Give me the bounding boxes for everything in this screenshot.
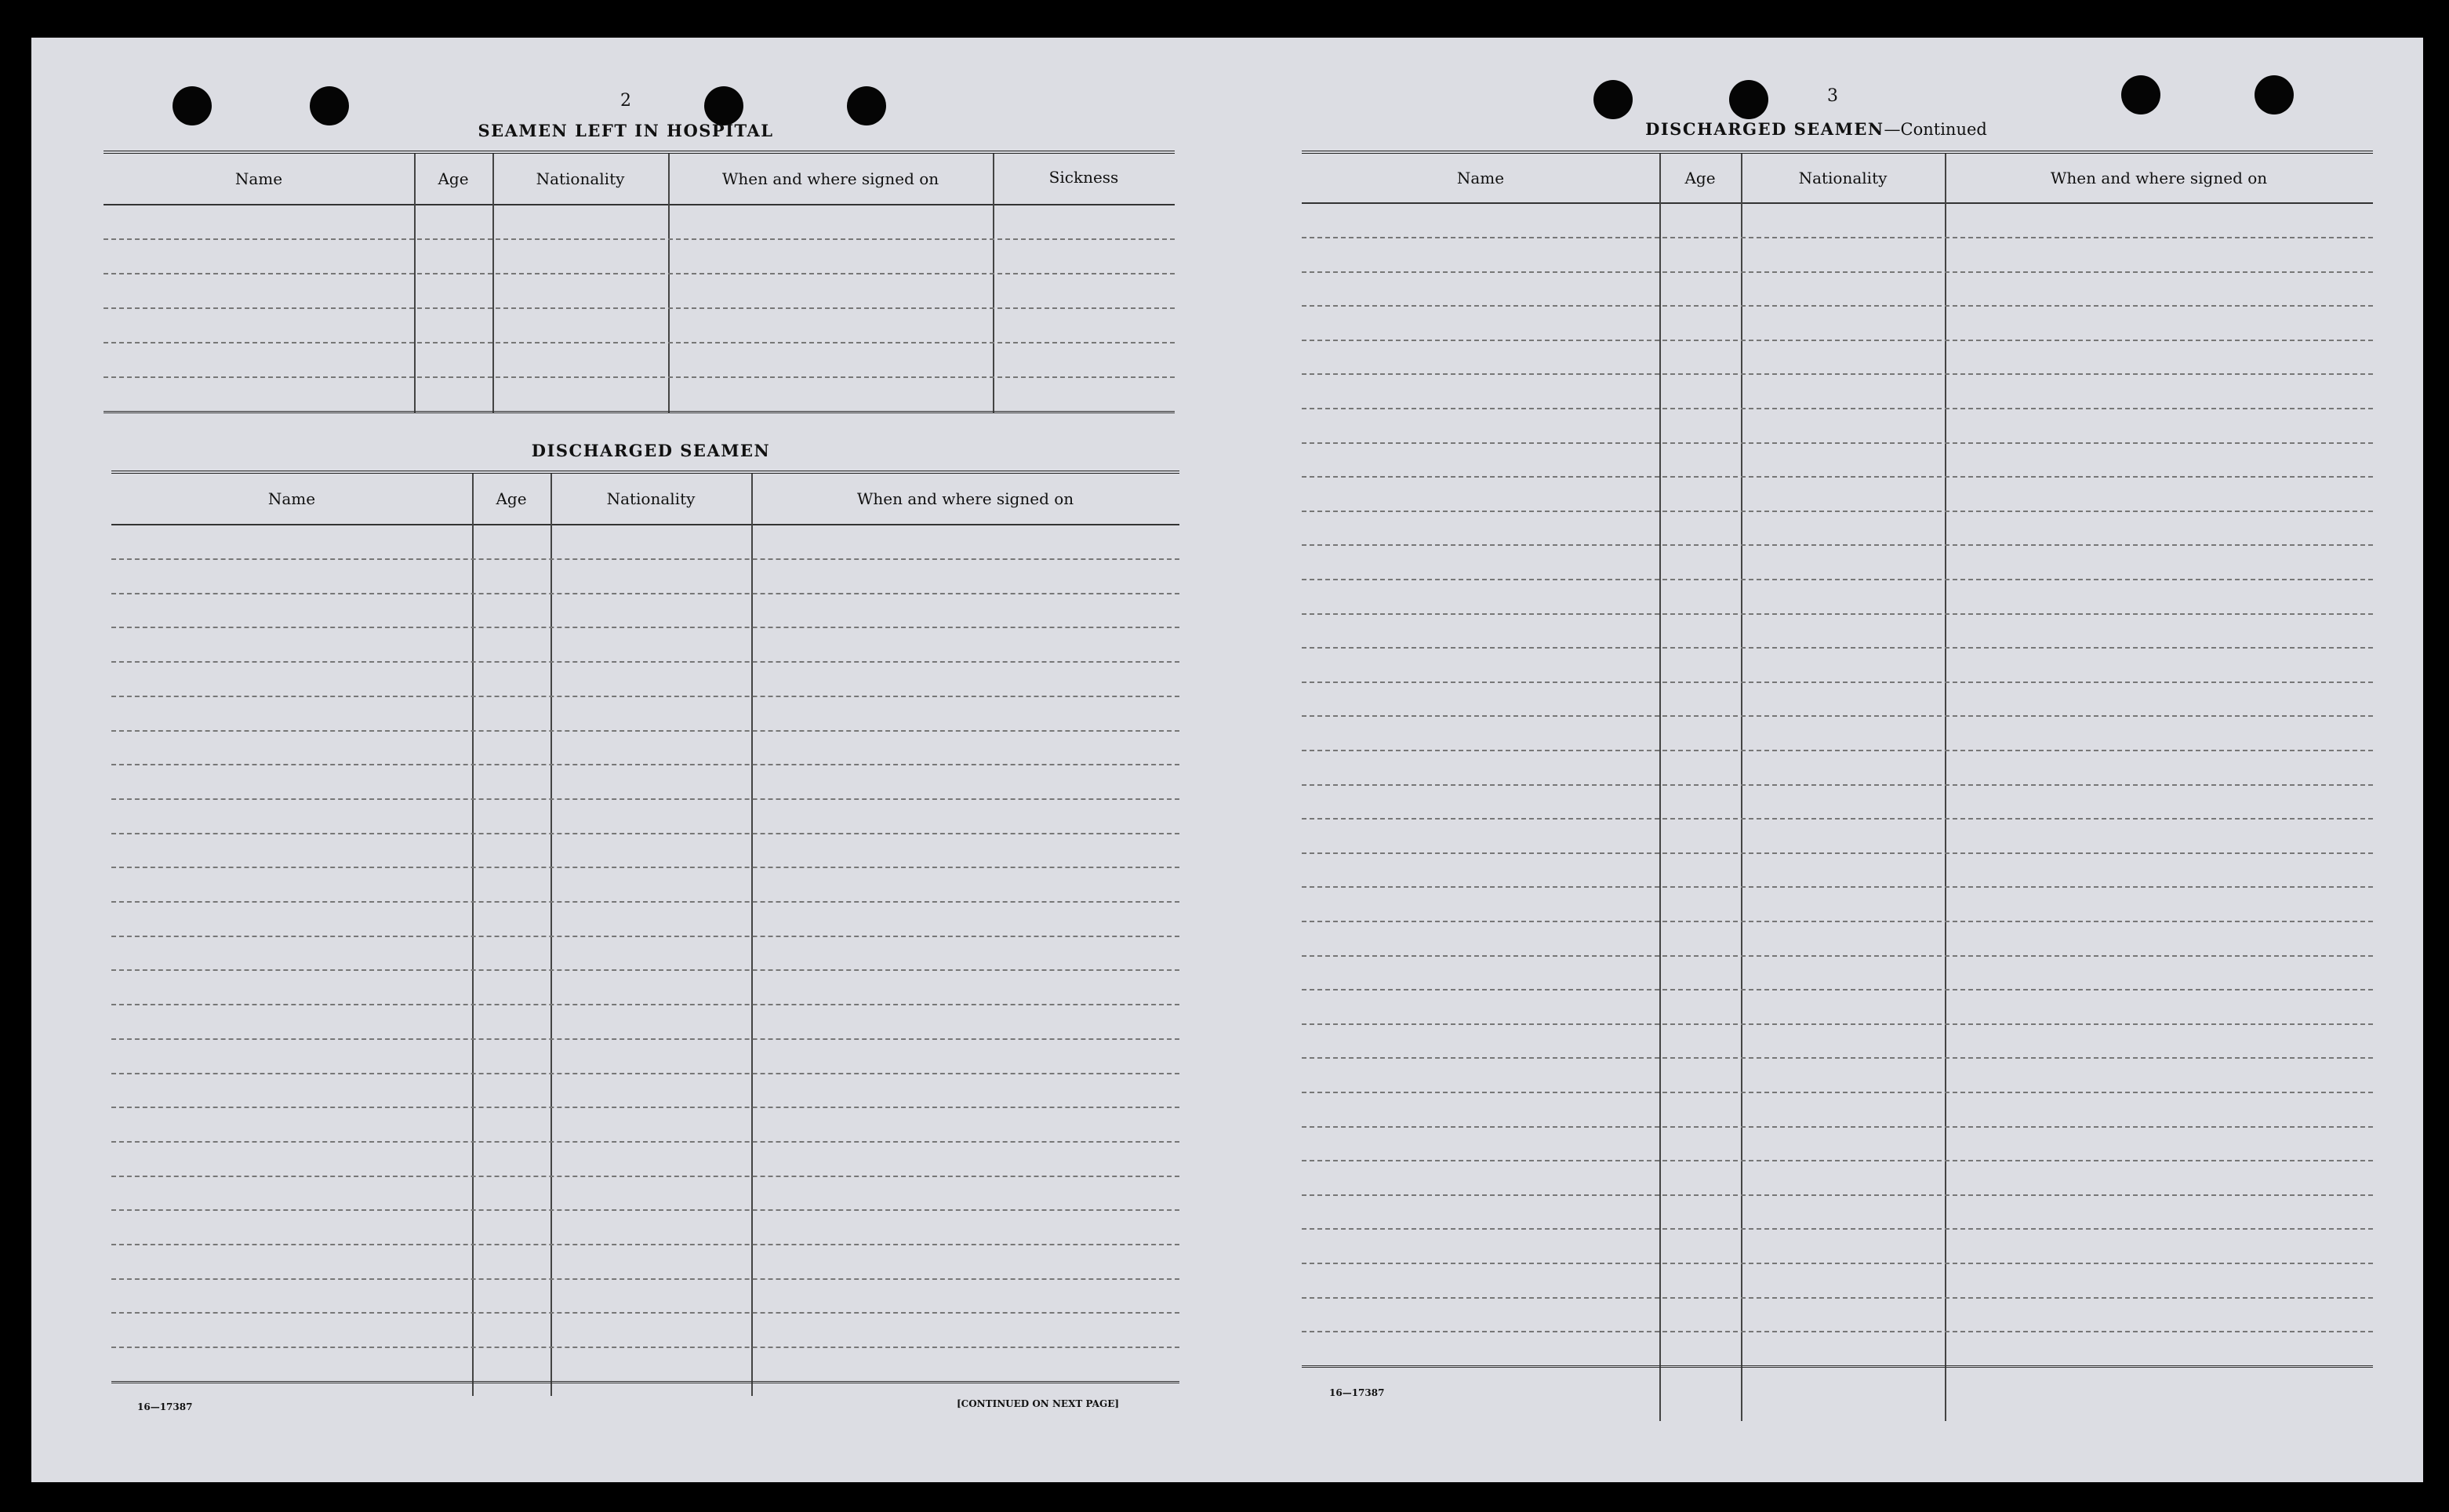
table-row [1302, 442, 2373, 444]
punch-hole-icon [847, 86, 886, 125]
table-row [111, 661, 1179, 663]
table-row [1302, 340, 2373, 341]
table-row [111, 969, 1179, 971]
document-sheet [31, 38, 2423, 1482]
table-row [111, 1209, 1179, 1211]
hospital-section-title: SEAMEN LEFT IN HOSPITAL [478, 121, 774, 140]
table-row [104, 342, 1175, 343]
discharged-section-title: DISCHARGED SEAMEN [531, 441, 771, 460]
column-divider [1659, 154, 1661, 1421]
table-bottom-rule [104, 411, 1175, 413]
table-row [1302, 511, 2373, 512]
table-row [1302, 1263, 2373, 1264]
table-row [111, 1312, 1179, 1314]
table-row [1302, 544, 2373, 546]
col-nationality-header: Nationality [606, 489, 696, 508]
discharged-table-left [111, 471, 1179, 1438]
form-number-left: 16—17387 [137, 1401, 193, 1412]
col-signed-on-header: When and where signed on [856, 489, 1074, 508]
punch-hole-icon [704, 86, 743, 125]
table-row [111, 696, 1179, 697]
table-row [1302, 579, 2373, 580]
table-row [1302, 715, 2373, 717]
table-bottom-rule [111, 1381, 1179, 1383]
table-row [1302, 1331, 2373, 1332]
col-name-header: Name [234, 169, 283, 188]
table-row [111, 936, 1179, 937]
hospital-table [104, 151, 1175, 458]
discharged-continued-header [1302, 154, 2373, 204]
hospital-table-header [104, 154, 1175, 205]
page-number-right: 3 [1827, 86, 1838, 106]
table-row [1302, 271, 2373, 273]
table-row [1302, 1160, 2373, 1161]
table-bottom-rule [1302, 1365, 2373, 1368]
discharged-table-header [111, 474, 1179, 525]
table-row [111, 833, 1179, 834]
col-sickness-header: Sickness [1048, 168, 1119, 187]
col-age-header: Age [496, 489, 527, 508]
table-row [1302, 818, 2373, 820]
table-row [1302, 613, 2373, 615]
punch-hole-icon [2121, 75, 2160, 114]
col-age-header: Age [438, 169, 469, 188]
table-row [111, 1004, 1179, 1005]
discharged-continued-title [1645, 119, 1987, 139]
punch-hole-icon [173, 86, 212, 125]
table-row [1302, 1023, 2373, 1025]
column-divider [414, 154, 416, 413]
table-row [111, 1038, 1179, 1040]
table-row [1302, 852, 2373, 854]
table-row [111, 764, 1179, 765]
table-row [111, 1347, 1179, 1348]
punch-hole-icon [1593, 80, 1633, 119]
table-row [1302, 681, 2373, 683]
punch-hole-icon [310, 86, 349, 125]
table-row [111, 867, 1179, 868]
table-row [1302, 784, 2373, 786]
table-row [111, 558, 1179, 560]
table-row [1302, 373, 2373, 375]
col-nationality-header: Nationality [1798, 169, 1888, 187]
col-age-header: Age [1684, 169, 1716, 187]
column-divider [1945, 154, 1946, 1421]
table-row [1302, 647, 2373, 649]
table-row [1302, 408, 2373, 409]
table-row [111, 1073, 1179, 1074]
punch-hole-icon [1729, 80, 1768, 119]
column-divider [1741, 154, 1742, 1421]
table-row [1302, 237, 2373, 238]
col-signed-on-header: When and where signed on [2050, 169, 2268, 187]
table-row [1302, 1228, 2373, 1230]
table-row [1302, 1092, 2373, 1093]
table-row [1302, 305, 2373, 307]
table-row [1302, 989, 2373, 990]
table-row [104, 273, 1175, 274]
form-number-right: 16—17387 [1329, 1387, 1385, 1398]
punch-hole-icon [2255, 75, 2294, 114]
table-row [111, 1278, 1179, 1280]
col-name-header: Name [267, 489, 316, 508]
table-row [111, 798, 1179, 800]
table-row [111, 901, 1179, 903]
table-row [1302, 1126, 2373, 1128]
page-number-left: 2 [620, 91, 631, 111]
table-row [104, 376, 1175, 378]
table-row [111, 1107, 1179, 1108]
col-signed-on-header: When and where signed on [721, 169, 939, 188]
continued-note: [CONTINUED ON NEXT PAGE] [957, 1398, 1120, 1409]
table-row [111, 593, 1179, 594]
column-divider [993, 154, 994, 413]
table-row [1302, 1297, 2373, 1299]
table-row [1302, 1057, 2373, 1059]
continued-suffix: —Continued [1884, 120, 1987, 139]
column-divider [492, 154, 494, 413]
table-row [1302, 476, 2373, 478]
discharged-continued-title-main: DISCHARGED SEAMEN [1645, 119, 1884, 139]
table-row [1302, 921, 2373, 922]
col-name-header: Name [1456, 169, 1505, 187]
table-row [1302, 1194, 2373, 1196]
table-row [111, 730, 1179, 732]
table-row [104, 307, 1175, 309]
table-row [111, 627, 1179, 628]
table-row [1302, 750, 2373, 751]
discharged-table-right [1302, 151, 2373, 1424]
table-row [104, 238, 1175, 240]
table-row [111, 1176, 1179, 1177]
table-row [111, 1141, 1179, 1143]
table-row [1302, 955, 2373, 957]
table-row [1302, 886, 2373, 888]
col-nationality-header: Nationality [536, 169, 625, 188]
table-row [111, 1244, 1179, 1245]
column-divider [668, 154, 670, 413]
